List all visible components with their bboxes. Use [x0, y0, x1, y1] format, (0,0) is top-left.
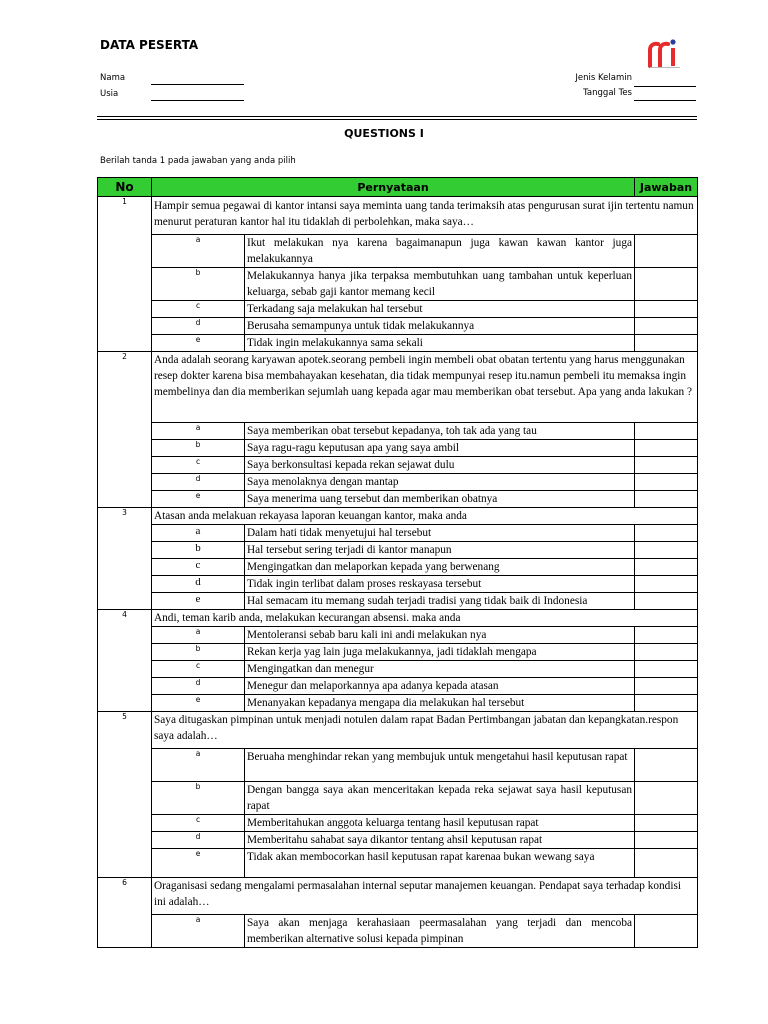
answer-cell[interactable] — [635, 542, 698, 559]
answer-cell[interactable] — [635, 661, 698, 678]
answer-cell[interactable] — [635, 301, 698, 318]
option-letter: b — [152, 542, 245, 559]
option-text: Saya menolaknya dengan mantap — [245, 474, 635, 491]
question-text: Atasan anda melakuan rekayasa laporan keuangan kantor, maka anda — [152, 508, 698, 525]
option-letter: d — [152, 832, 245, 849]
option-letter: c — [152, 559, 245, 576]
answer-cell[interactable] — [635, 627, 698, 644]
option-letter: e — [152, 335, 245, 352]
option-text: Dalam hati tidak menyetujui hal tersebut — [245, 525, 635, 542]
questions-table — [97, 177, 698, 948]
question-text: Anda adalah seorang karyawan apotek.seorang pembeli ingin membeli obat obatan tertentu yang harus menggunakan resep dokter karena bisa membahayakan kesehatan, dia tidak mempunyai resep itu.namun pembeli itu memaksa ingin membelinya dan dia memberikan sejumlah uang kepada agar mau memberikan obat tersebut. Apa yang anda lakukan ? — [152, 352, 698, 423]
option-text: Saya akan menjaga kerahasiaan peermasalahan yang terjadi dan mencoba memberikan alternative solusi kepada pimpinan — [245, 915, 635, 948]
question-text: Andi, teman karib anda, melakukan kecurangan absensi. maka anda — [152, 610, 698, 627]
nama-field[interactable] — [151, 84, 244, 85]
answer-cell[interactable] — [635, 815, 698, 832]
option-text: Melakukannya hanya jika terpaksa membutuhkan uang tambahan untuk keperluan keluarga, sebab gaji kantor memang kecil — [245, 268, 635, 301]
answer-cell[interactable] — [635, 268, 698, 301]
option-letter: b — [152, 644, 245, 661]
option-text: Saya berkonsultasi kepada rekan sejawat dulu — [245, 457, 635, 474]
answer-cell[interactable] — [635, 678, 698, 695]
option-text: Saya ragu-ragu keputusan apa yang saya ambil — [245, 440, 635, 457]
option-text: Mentoleransi sebab baru kali ini andi melakukan nya — [245, 627, 635, 644]
option-text: Saya memberikan obat tersebut kepadanya, toh tak ada yang tau — [245, 423, 635, 440]
option-text: Berusaha semampunya untuk tidak melakukannya — [245, 318, 635, 335]
answer-cell[interactable] — [635, 335, 698, 352]
option-letter: a — [152, 525, 245, 542]
nama-label: Nama — [100, 73, 126, 83]
option-letter: c — [152, 301, 245, 318]
question-text: Hampir semua pegawai di kantor intansi saya meminta uang tanda terimaksih atas pengurusan surat ijin tertentu namun menurut peraturan kantor hal itu tidaklah di perbolehkan, maka saya… — [152, 197, 698, 235]
option-text: Tidak akan membocorkan hasil keputusan rapat karenaa bukan wewang saya — [245, 849, 635, 878]
jenis-kelamin-field[interactable] — [634, 86, 696, 87]
answer-cell[interactable] — [635, 782, 698, 815]
option-letter: a — [152, 749, 245, 782]
option-text: Rekan kerja yag lain juga melakukannya, jadi tidaklah mengapa — [245, 644, 635, 661]
option-text: Memberitahukan anggota keluarga tentang hasil keputusan rapat — [245, 815, 635, 832]
answer-cell[interactable] — [635, 695, 698, 712]
column-header-jawaban: Jawaban — [635, 178, 698, 197]
answer-cell[interactable] — [635, 525, 698, 542]
answer-cell[interactable] — [635, 576, 698, 593]
question-text: Oraganisasi sedang mengalami permasalahan internal seputar manajemen keuangan. Pendapat saya terhadap kondisi ini adalah… — [152, 878, 698, 915]
instruction-text: Berilah tanda 1 pada jawaban yang anda pilih — [100, 156, 296, 166]
answer-cell[interactable] — [635, 749, 698, 782]
answer-cell[interactable] — [635, 474, 698, 491]
question-row — [98, 610, 698, 627]
logo — [647, 36, 687, 70]
tanggal-tes-label: Tanggal Tes — [583, 88, 632, 98]
option-letter: e — [152, 491, 245, 508]
question-number: 3 — [98, 508, 152, 610]
option-letter: d — [152, 474, 245, 491]
option-text: Menegur dan melaporkannya apa adanya kepada atasan — [245, 678, 635, 695]
question-text: Saya ditugaskan pimpinan untuk menjadi notulen dalam rapat Badan Pertimbangan jabatan dan kepangkatan.respon saya adalah… — [152, 712, 698, 749]
option-letter: a — [152, 627, 245, 644]
question-number: 6 — [98, 878, 152, 948]
answer-cell[interactable] — [635, 644, 698, 661]
usia-label: Usia — [100, 89, 119, 99]
option-letter: d — [152, 576, 245, 593]
question-number: 2 — [98, 352, 152, 508]
answer-cell[interactable] — [635, 593, 698, 610]
option-text: Hal semacam itu memang sudah terjadi tradisi yang tidak baik di Indonesia — [245, 593, 635, 610]
question-row — [98, 197, 698, 235]
question-row — [98, 878, 698, 915]
answer-cell[interactable] — [635, 559, 698, 576]
question-number: 5 — [98, 712, 152, 878]
option-letter: a — [152, 235, 245, 268]
option-letter: c — [152, 661, 245, 678]
option-letter: e — [152, 695, 245, 712]
option-text: Ikut melakukan nya karena bagaimanapun juga kawan kawan kantor juga melakukannya — [245, 235, 635, 268]
answer-cell[interactable] — [635, 832, 698, 849]
answer-cell[interactable] — [635, 440, 698, 457]
column-header-no: No — [98, 178, 152, 197]
section-title: QUESTIONS I — [344, 127, 424, 140]
question-row — [98, 508, 698, 525]
question-row — [98, 352, 698, 423]
option-letter: a — [152, 915, 245, 948]
option-letter: b — [152, 440, 245, 457]
option-letter: d — [152, 678, 245, 695]
option-text: Memberitahu sahabat saya dikantor tentang ahsil keputusan rapat — [245, 832, 635, 849]
option-text: Hal tersebut sering terjadi di kantor manapun — [245, 542, 635, 559]
answer-cell[interactable] — [635, 235, 698, 268]
option-text: Saya menerima uang tersebut dan memberikan obatnya — [245, 491, 635, 508]
column-header-pernyataan: Pernyataan — [152, 178, 635, 197]
divider-bottom — [97, 119, 697, 120]
option-letter: a — [152, 423, 245, 440]
option-text: Mengingatkan dan melaporkan kepada yang berwenang — [245, 559, 635, 576]
option-letter: b — [152, 782, 245, 815]
answer-cell[interactable] — [635, 423, 698, 440]
usia-field[interactable] — [151, 100, 244, 101]
answer-cell[interactable] — [635, 849, 698, 878]
rri-logo-icon — [647, 36, 687, 70]
option-letter: c — [152, 457, 245, 474]
answer-cell[interactable] — [635, 457, 698, 474]
table-header-row — [98, 178, 698, 197]
answer-cell[interactable] — [635, 915, 698, 948]
option-letter: b — [152, 268, 245, 301]
option-text: Menanyakan kepadanya mengapa dia melakukan hal tersebut — [245, 695, 635, 712]
jenis-kelamin-label: Jenis Kelamin — [575, 73, 632, 83]
option-letter: e — [152, 593, 245, 610]
page-title: DATA PESERTA — [100, 38, 199, 52]
option-text: Terkadang saja melakukan hal tersebut — [245, 301, 635, 318]
option-letter: d — [152, 318, 245, 335]
question-number: 1 — [98, 197, 152, 352]
option-text: Beruaha menghindar rekan yang membujuk untuk mengetahui hasil keputusan rapat — [245, 749, 635, 782]
tanggal-tes-field[interactable] — [634, 100, 696, 101]
answer-cell[interactable] — [635, 491, 698, 508]
option-letter: c — [152, 815, 245, 832]
option-text: Tidak ingin terlibat dalam proses reskayasa tersebut — [245, 576, 635, 593]
option-text: Dengan bangga saya akan menceritakan kepada reka sejawat saya hasil keputusan rapat — [245, 782, 635, 815]
question-number: 4 — [98, 610, 152, 712]
answer-cell[interactable] — [635, 318, 698, 335]
option-text: Tidak ingin melakukannya sama sekali — [245, 335, 635, 352]
question-row — [98, 712, 698, 749]
option-text: Mengingatkan dan menegur — [245, 661, 635, 678]
option-letter: e — [152, 849, 245, 878]
divider-top — [97, 116, 697, 117]
